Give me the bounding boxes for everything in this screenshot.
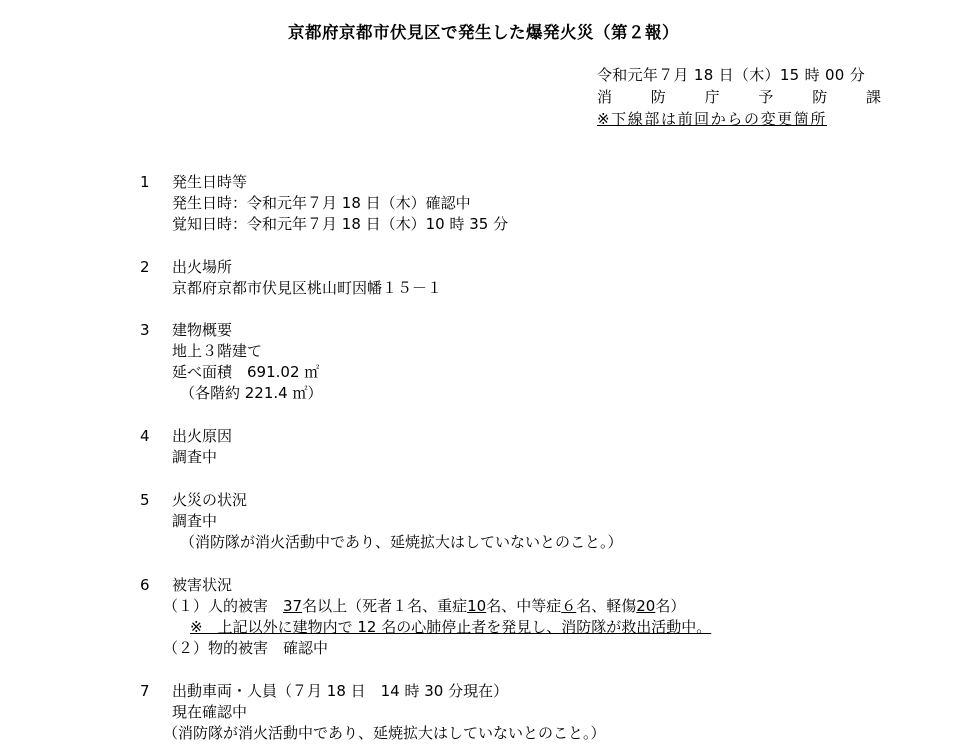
issuing-department	[597, 87, 881, 108]
property-damage: （２）物的被害 確認中	[163, 639, 329, 657]
floor-area-each: （各階約 221.4 ㎡）	[180, 384, 323, 402]
serious-count: 10	[467, 597, 487, 615]
floor-area: 延べ面積 691.02 ㎡	[172, 363, 320, 381]
fire-cause: 調査中	[172, 448, 218, 466]
dept-char: 防	[812, 88, 828, 106]
cardiac-arrest-note: ※ 上記以外に建物内で 12 名の心肺停止者を発見し、消防隊が救出活動中。	[190, 618, 712, 636]
moderate-count: ６	[561, 597, 577, 615]
section-heading: 発生日時等	[172, 173, 248, 191]
section-number: 3	[140, 321, 150, 339]
section-number: 6	[140, 576, 150, 594]
fire-location: 京都府京都市伏見区桃山町因幡１５－１	[172, 279, 443, 297]
dept-char: 課	[865, 88, 881, 106]
building-floors: 地上３階建て	[172, 342, 263, 360]
dept-char: 消	[597, 88, 613, 106]
dispatch-status: 現在確認中	[172, 703, 248, 721]
section-heading: 建物概要	[172, 321, 233, 339]
section-heading: 出動車両・人員（７月 18 日 14 時 30 分現在）	[172, 682, 509, 700]
fire-status: 調査中	[172, 512, 218, 530]
human-damage	[163, 596, 685, 617]
fire-status-note: （消防隊が消火活動中であり、延焼拡大はしていないとのこと。）	[180, 533, 623, 551]
section-heading: 出火原因	[172, 427, 233, 445]
casualty-total: 37	[283, 597, 303, 615]
human-damage-prefix: （１）人的被害	[163, 597, 284, 615]
section-number: 7	[140, 682, 150, 700]
section-heading: 被害状況	[172, 576, 233, 594]
section-heading: 火災の状況	[172, 491, 248, 509]
section-number: 2	[140, 258, 150, 276]
occurrence-datetime: 発生日時：令和元年７月 18 日（木）確認中	[172, 194, 471, 212]
section-number: 4	[140, 427, 150, 445]
dept-char: 庁	[704, 88, 720, 106]
document-title: 京都府京都市伏見区で発生した爆発火災（第２報）	[288, 23, 679, 42]
human-damage-suffix: 名）	[655, 597, 686, 615]
human-damage-text: 名以上（死者１名、重症	[302, 597, 468, 615]
section-heading: 出火場所	[172, 258, 233, 276]
awareness-datetime: 覚知日時：令和元年７月 18 日（木）10 時 35 分	[172, 215, 509, 233]
human-damage-text: 名、軽傷	[576, 597, 637, 615]
section-number: 1	[140, 173, 150, 191]
dept-char: 予	[758, 88, 774, 106]
dept-char: 防	[650, 88, 666, 106]
minor-count: 20	[636, 597, 656, 615]
section-number: 5	[140, 491, 150, 509]
dispatch-note: （消防隊が消火活動中であり、延焼拡大はしていないとのこと。）	[163, 724, 606, 742]
report-datetime: 令和元年７月 18 日（木）15 時 00 分	[597, 66, 866, 84]
human-damage-text: 名、中等症	[486, 597, 562, 615]
change-note: ※下線部は前回からの変更箇所	[597, 110, 827, 128]
